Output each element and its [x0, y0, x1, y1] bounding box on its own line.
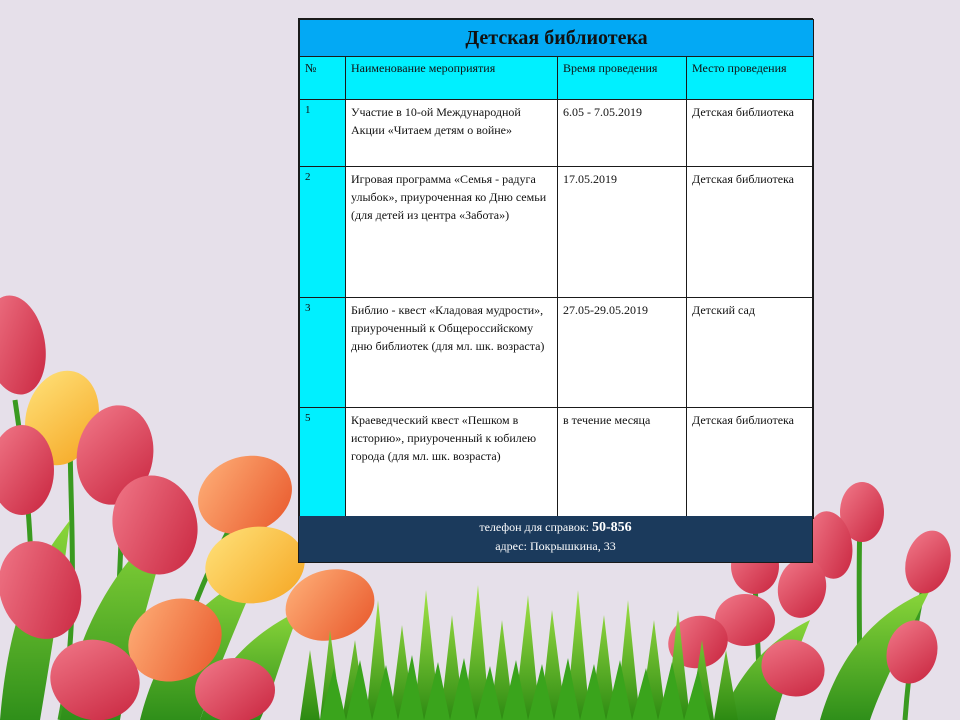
event-place: Детский сад	[687, 298, 814, 408]
row-number: 3	[300, 298, 346, 408]
row-number: 5	[300, 408, 346, 519]
header-row	[300, 57, 814, 100]
event-time: 6.05 - 7.05.2019	[558, 100, 687, 167]
column-header-place: Место проведения	[687, 57, 814, 100]
table-row	[300, 167, 814, 298]
event-name: Краеведческий квест «Пешком в историю», приуроченный к юбилею города (для мл. шк. возраста)	[346, 408, 558, 519]
event-place: Детская библиотека	[687, 100, 814, 167]
event-name: Библио - квест «Кладовая мудрости», приуроченный к Общероссийскому дню библиотек (для мл. шк. возраста)	[346, 298, 558, 408]
phone-number: 50-856	[592, 520, 632, 535]
column-header-time: Время проведения	[558, 57, 687, 100]
table-title: Детская библиотека	[300, 20, 814, 57]
event-place: Детская библиотека	[687, 167, 814, 298]
event-time: 17.05.2019	[558, 167, 687, 298]
column-header-number: №	[300, 57, 346, 100]
event-name: Участие в 10-ой Международной Акции «Читаем детям о войне»	[346, 100, 558, 167]
row-number: 1	[300, 100, 346, 167]
event-time: 27.05-29.05.2019	[558, 298, 687, 408]
phone-label: телефон для справок:	[479, 520, 592, 534]
event-place: Детская библиотека	[687, 408, 814, 519]
events-table	[299, 19, 814, 519]
table-row	[300, 100, 814, 167]
schedule-card	[298, 18, 813, 563]
phone-line	[299, 516, 812, 536]
event-time: в течение месяца	[558, 408, 687, 519]
address: адрес: Покрышкина, 33	[495, 539, 616, 553]
table-row	[300, 298, 814, 408]
table-row	[300, 408, 814, 519]
column-header-event-name: Наименование мероприятия	[346, 57, 558, 100]
event-name: Игровая программа «Семья - радуга улыбок», приуроченная ко Дню семьи (для детей из центра «Забота»)	[346, 167, 558, 298]
contact-footer	[299, 516, 812, 562]
row-number: 2	[300, 167, 346, 298]
